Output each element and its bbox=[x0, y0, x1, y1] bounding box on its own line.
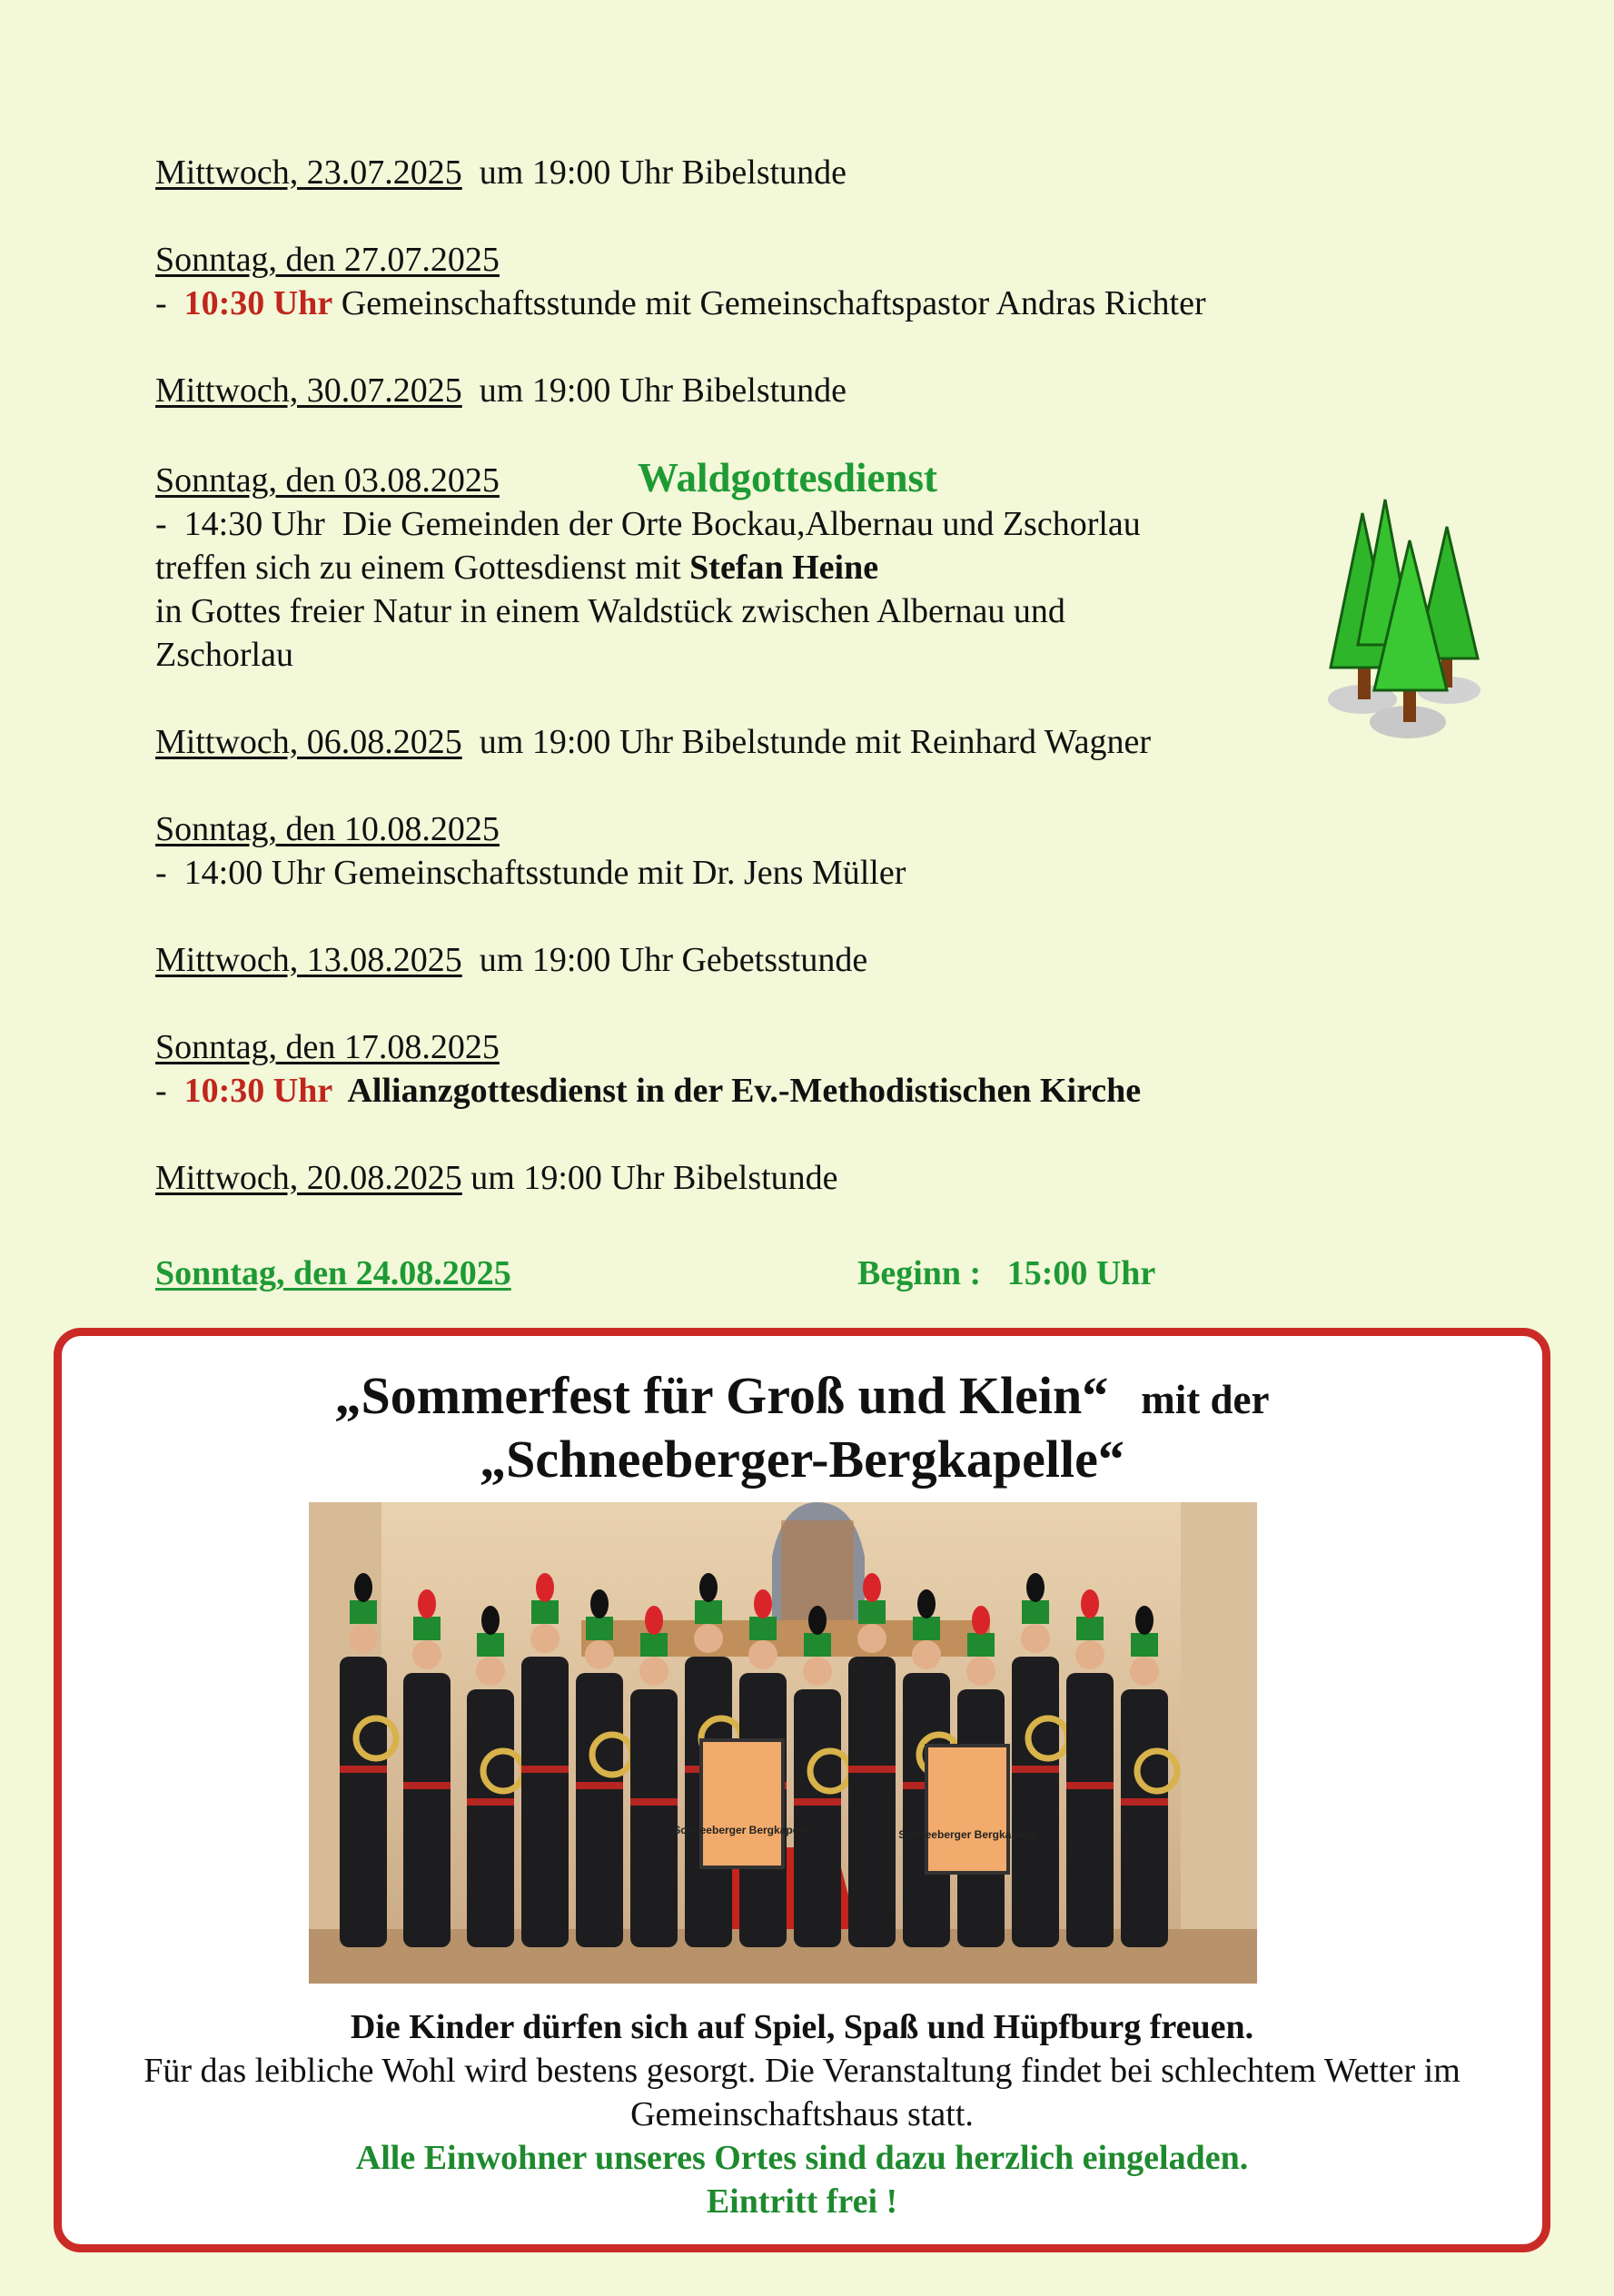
entry-text: um 19:00 Uhr Bibelstunde bbox=[461, 371, 847, 410]
musician-plume bbox=[863, 1573, 881, 1602]
sommerfest-title-main: „Sommerfest für Groß und Klein“ bbox=[334, 1366, 1109, 1425]
musician bbox=[467, 1689, 514, 1947]
entry-text: Gemeinschaftsstunde mit Gemeinschaftspastor Andras Richter bbox=[332, 284, 1206, 322]
musician-hat bbox=[350, 1600, 377, 1624]
entry-line: in Gottes freier Natur in einem Waldstück zwischen Albernau und bbox=[155, 592, 1065, 630]
musician-plume bbox=[481, 1606, 500, 1635]
entry-0723 bbox=[155, 151, 1318, 194]
musician bbox=[1121, 1689, 1168, 1947]
musician-belt bbox=[1012, 1766, 1059, 1773]
schedule bbox=[155, 151, 1318, 1243]
sommerfest-box bbox=[54, 1328, 1550, 2252]
musician-belt bbox=[340, 1766, 387, 1773]
entry-line: - 14:30 Uhr Die Gemeinden der Orte Bockau,Albernau und Zschorlau bbox=[155, 505, 1141, 543]
banner-text: Schneeberger Bergkapelle bbox=[673, 1824, 811, 1836]
musician-plume bbox=[1081, 1589, 1099, 1618]
entry-date: Sonntag, den 27.07.2025 bbox=[155, 241, 500, 279]
tree-group-icon bbox=[1322, 495, 1494, 749]
musician-plume bbox=[1135, 1606, 1154, 1635]
musician-face bbox=[1021, 1624, 1050, 1653]
sommerfest-title-small: mit der bbox=[1141, 1377, 1270, 1422]
musician-hat bbox=[913, 1617, 940, 1640]
musician-hat bbox=[1022, 1600, 1049, 1624]
musician-hat bbox=[695, 1600, 722, 1624]
entry-date: Mittwoch, 30.07.2025 bbox=[155, 371, 462, 410]
sommerfest-begin: Beginn : 15:00 Uhr bbox=[857, 1254, 1156, 1292]
entry-date: Mittwoch, 06.08.2025 bbox=[155, 723, 462, 761]
musician-face bbox=[748, 1640, 777, 1669]
musician bbox=[848, 1657, 896, 1947]
entry-date: Mittwoch, 13.08.2025 bbox=[155, 941, 462, 979]
musician bbox=[630, 1689, 678, 1947]
musician-belt bbox=[576, 1782, 623, 1789]
musician-hat bbox=[1131, 1633, 1158, 1657]
entry-date: Sonntag, den 03.08.2025 bbox=[155, 461, 500, 500]
musician-face bbox=[803, 1657, 832, 1686]
entry-text: um 19:00 Uhr Bibelstunde mit Reinhard Wagner bbox=[461, 723, 1152, 761]
musician bbox=[576, 1673, 623, 1947]
musician-hat bbox=[477, 1633, 504, 1657]
entry-line: Zschorlau bbox=[155, 636, 293, 674]
sommerfest-date-row bbox=[155, 1253, 1427, 1293]
musician-face bbox=[1130, 1657, 1159, 1686]
banner-text: Schneeberger Bergkapelle bbox=[898, 1828, 1036, 1841]
brass-band-photo bbox=[309, 1502, 1257, 1984]
musician-plume bbox=[645, 1606, 663, 1635]
musician-face bbox=[857, 1624, 886, 1653]
musician-plume bbox=[590, 1589, 609, 1618]
entry-0727 bbox=[155, 238, 1318, 325]
musician bbox=[794, 1689, 841, 1947]
musician-plume bbox=[808, 1606, 827, 1635]
musician-hat bbox=[531, 1600, 559, 1624]
musician-plume bbox=[699, 1573, 718, 1602]
entry-date: Sonntag, den 10.08.2025 bbox=[155, 810, 500, 848]
musician bbox=[340, 1657, 387, 1947]
musician bbox=[403, 1673, 451, 1947]
entry-0730 bbox=[155, 369, 1318, 412]
musician bbox=[521, 1657, 569, 1947]
musician-face bbox=[349, 1624, 378, 1653]
musician-plume bbox=[754, 1589, 772, 1618]
musician-belt bbox=[521, 1766, 569, 1773]
musician bbox=[1066, 1673, 1114, 1947]
waldgottesdienst-title: Waldgottesdienst bbox=[637, 455, 937, 500]
entry-text: - 14:00 Uhr Gemeinschaftsstunde mit Dr. Jens Müller bbox=[155, 854, 906, 892]
musician-face bbox=[530, 1624, 559, 1653]
entry-0817 bbox=[155, 1025, 1318, 1113]
entry-prefix: - bbox=[155, 284, 184, 322]
musician-plume bbox=[354, 1573, 372, 1602]
entry-0810 bbox=[155, 807, 1318, 895]
entry-text: um 19:00 Uhr Bibelstunde bbox=[461, 153, 847, 192]
sommerfest-title bbox=[62, 1365, 1542, 1426]
entry-prefix: - bbox=[155, 1072, 184, 1110]
musician-plume bbox=[972, 1606, 990, 1635]
wohl-text: Für das leibliche Wohl wird bestens gesorgt. Die Veranstaltung findet bei schlechtem Wetter im Gemeinschaftshaus statt. bbox=[144, 2052, 1461, 2133]
musician-hat bbox=[749, 1617, 777, 1640]
musician-plume bbox=[536, 1573, 554, 1602]
entry-date: Sonntag, den 17.08.2025 bbox=[155, 1028, 500, 1066]
musician-belt bbox=[630, 1798, 678, 1806]
musician-hat bbox=[586, 1617, 613, 1640]
entry-time: 10:30 Uhr bbox=[183, 284, 333, 322]
musician-hat bbox=[967, 1633, 995, 1657]
bergkapelle-title: „Schneeberger-Bergkapelle“ bbox=[480, 1430, 1124, 1489]
musician-belt bbox=[467, 1798, 514, 1806]
entry-date: Mittwoch, 23.07.2025 bbox=[155, 153, 462, 192]
musician-face bbox=[912, 1640, 941, 1669]
musician-plume bbox=[1026, 1573, 1045, 1602]
musician-face bbox=[476, 1657, 505, 1686]
entry-time: 10:30 Uhr bbox=[183, 1072, 332, 1110]
entry-text: um 19:00 Uhr Gebetsstunde bbox=[461, 941, 868, 979]
musician-belt bbox=[794, 1798, 841, 1806]
musician-hat bbox=[858, 1600, 886, 1624]
musician-face bbox=[585, 1640, 614, 1669]
musician-face bbox=[966, 1657, 995, 1686]
musician-plume bbox=[917, 1589, 936, 1618]
speaker-name: Stefan Heine bbox=[689, 549, 879, 587]
musician-face bbox=[694, 1624, 723, 1653]
musician-face bbox=[1075, 1640, 1104, 1669]
musician bbox=[1012, 1657, 1059, 1947]
musician-hat bbox=[1076, 1617, 1104, 1640]
kids-text: Die Kinder dürfen sich auf Spiel, Spaß und Hüpfburg freuen. bbox=[350, 2008, 1254, 2046]
musician-plume bbox=[418, 1589, 436, 1618]
entry-0806 bbox=[155, 720, 1318, 764]
invite-text: Alle Einwohner unseres Ortes sind dazu herzlich eingeladen. bbox=[355, 2139, 1249, 2177]
musician-hat bbox=[640, 1633, 668, 1657]
eintritt-text: Eintritt frei ! bbox=[706, 2182, 898, 2221]
musician-belt bbox=[848, 1766, 896, 1773]
musician-belt bbox=[403, 1782, 451, 1789]
musician-face bbox=[639, 1657, 668, 1686]
sommerfest-date: Sonntag, den 24.08.2025 bbox=[155, 1254, 511, 1292]
musician-face bbox=[412, 1640, 441, 1669]
entry-text: Allianzgottesdienst in der Ev.-Methodistischen Kirche bbox=[332, 1072, 1142, 1110]
entry-text: um 19:00 Uhr Bibelstunde bbox=[461, 1159, 838, 1197]
entry-0813 bbox=[155, 938, 1318, 982]
entry-line: treffen sich zu einem Gottesdienst mit bbox=[155, 549, 690, 587]
musician-hat bbox=[413, 1617, 441, 1640]
musician-belt bbox=[1121, 1798, 1168, 1806]
musician-hat bbox=[804, 1633, 831, 1657]
musician-belt bbox=[1066, 1782, 1114, 1789]
entry-date: Mittwoch, 20.08.2025 bbox=[155, 1159, 462, 1197]
entry-0803 bbox=[155, 456, 1318, 677]
entry-0820 bbox=[155, 1156, 1318, 1200]
